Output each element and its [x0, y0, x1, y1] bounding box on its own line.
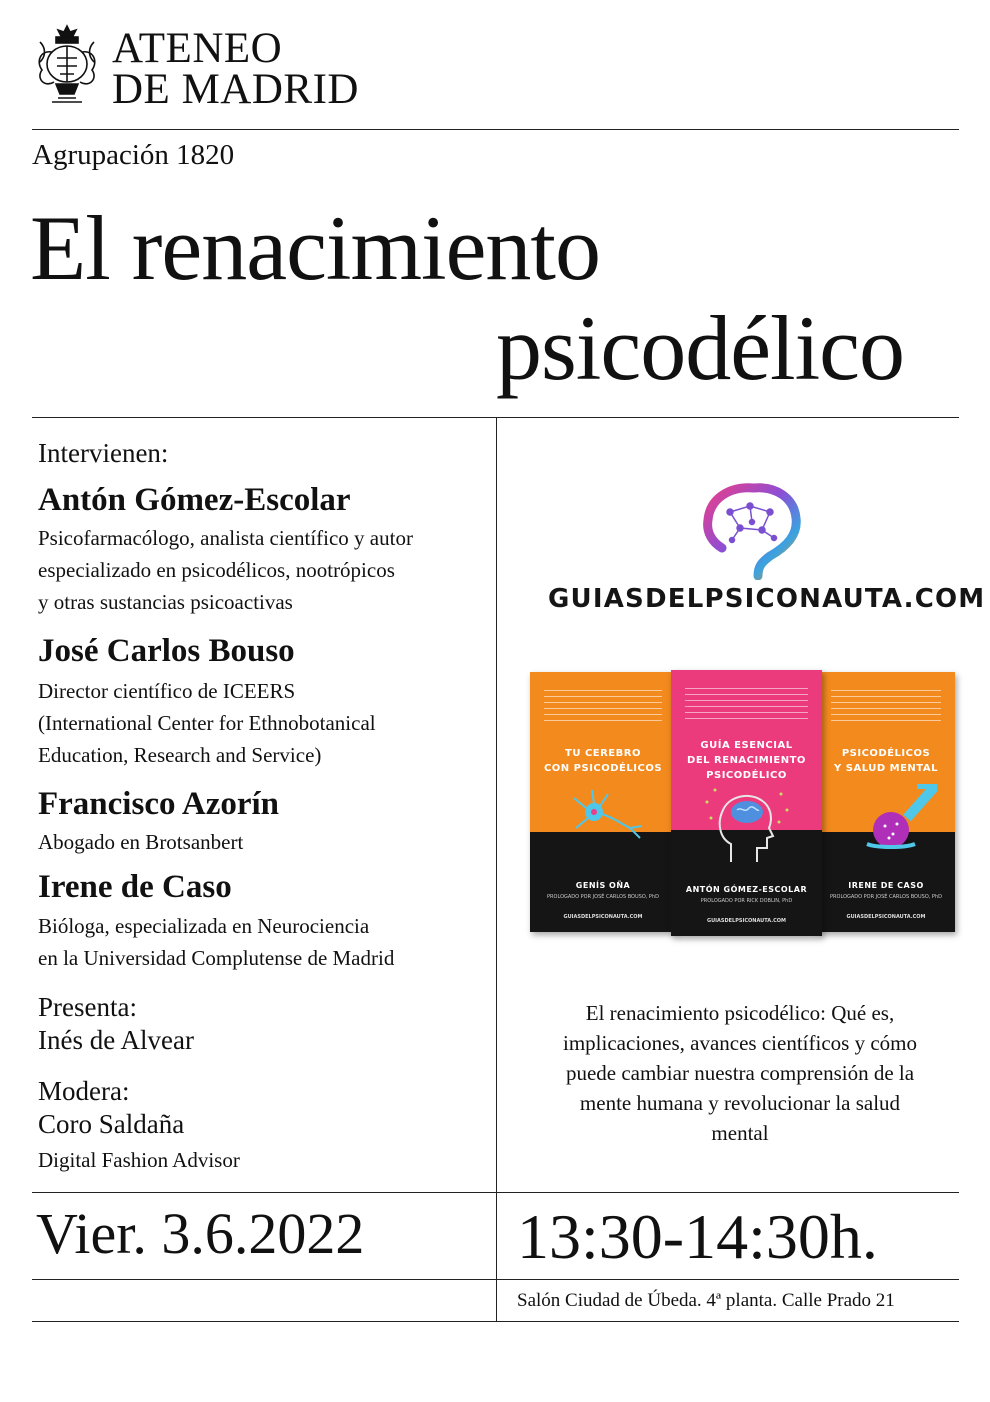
org-name-line2: DE MADRID	[112, 66, 359, 113]
book-author: IRENE DE CASO	[848, 881, 924, 890]
event-date: Vier. 3.6.2022	[36, 1201, 365, 1266]
speaker-desc: Bióloga, especializada en Neurociencia en la Universidad Complutense de Madrid	[38, 914, 395, 970]
book-title: PSICODÉLICOS Y SALUD MENTAL	[834, 748, 938, 774]
promo-site: GUIASDELPSICONAUTA.COM	[548, 584, 986, 614]
divider-venue	[32, 1279, 959, 1280]
neuron-icon	[570, 784, 650, 844]
book-cover	[817, 672, 955, 932]
divider-top	[32, 129, 959, 130]
presenter-label: Presenta:	[38, 992, 137, 1022]
event-title-line2: psicodélico	[496, 297, 904, 399]
book-title: GUÍA ESENCIAL DEL RENACIMIENTO PSICODÉLICO	[687, 740, 806, 781]
speaker-desc: Director científico de ICEERS (International Center for Ethnobotanical Education, Research and Service)	[38, 679, 376, 767]
book-blurb	[544, 690, 662, 726]
book-site: GUIASDELPSICONAUTA.COM	[846, 914, 926, 920]
book-cover	[530, 672, 676, 932]
head-brain-icon	[701, 782, 793, 868]
book-author: ANTÓN GÓMEZ-ESCOLAR	[685, 885, 808, 894]
book-prologue: PROLOGADO POR JOSÉ CARLOS BOUSO, PhD	[547, 894, 659, 900]
speaker-desc: Psicofarmacólogo, analista científico y autor especializado en psicodélicos, nootrópicos y otras sustancias psicoactivas	[38, 526, 413, 614]
book-site: GUIASDELPSICONAUTA.COM	[563, 914, 643, 920]
moderator-name: Coro Saldaña	[38, 1109, 185, 1139]
book-prologue: PROLOGADO POR JOSÉ CARLOS BOUSO, PhD	[830, 894, 942, 900]
brain-logo-icon	[700, 482, 804, 580]
event-time: 13:30-14:30h.	[517, 1201, 878, 1272]
speaker-desc: Abogado en Brotsanbert	[38, 830, 244, 854]
book-title: TU CEREBRO CON PSICODÉLICOS	[543, 748, 663, 774]
event-venue: Salón Ciudad de Úbeda. 4ª planta. Calle Prado 21	[517, 1290, 895, 1311]
presenter-name: Inés de Alvear	[38, 1025, 194, 1055]
group-name: Agrupación 1820	[32, 139, 235, 171]
book-cover	[671, 670, 822, 936]
org-name	[112, 25, 359, 113]
org-name-line1: ATENEO	[112, 25, 283, 72]
moderator-label: Modera:	[38, 1076, 130, 1106]
synapse-icon	[847, 784, 937, 854]
book-blurb	[685, 688, 808, 724]
divider-bottom	[32, 1321, 959, 1322]
speaker-name: José Carlos Bouso	[38, 633, 295, 669]
speakers-label: Intervienen:	[38, 438, 169, 468]
divider-date	[32, 1192, 959, 1193]
book-site: GUIASDELPSICONAUTA.COM	[706, 918, 787, 924]
speaker-name: Irene de Caso	[38, 869, 232, 905]
promo-description: El renacimiento psicodélico: Qué es, implicaciones, avances científicos y cómo puede cambiar nuestra comprensión de la mente humana y revolucionar la salud mental	[563, 1001, 917, 1145]
column-divider	[496, 417, 497, 1322]
speaker-name: Francisco Azorín	[38, 786, 280, 822]
speaker-name: Antón Gómez-Escolar	[38, 482, 351, 518]
event-title-line1: El renacimiento	[30, 197, 600, 299]
book-prologue: PROLOGADO POR RICK DOBLIN, PhD	[700, 898, 793, 904]
book-blurb	[831, 690, 941, 726]
book-author: GENÍS OÑA	[575, 881, 631, 890]
moderator-role: Digital Fashion Advisor	[38, 1148, 240, 1172]
ateneo-crest-icon	[32, 22, 102, 108]
